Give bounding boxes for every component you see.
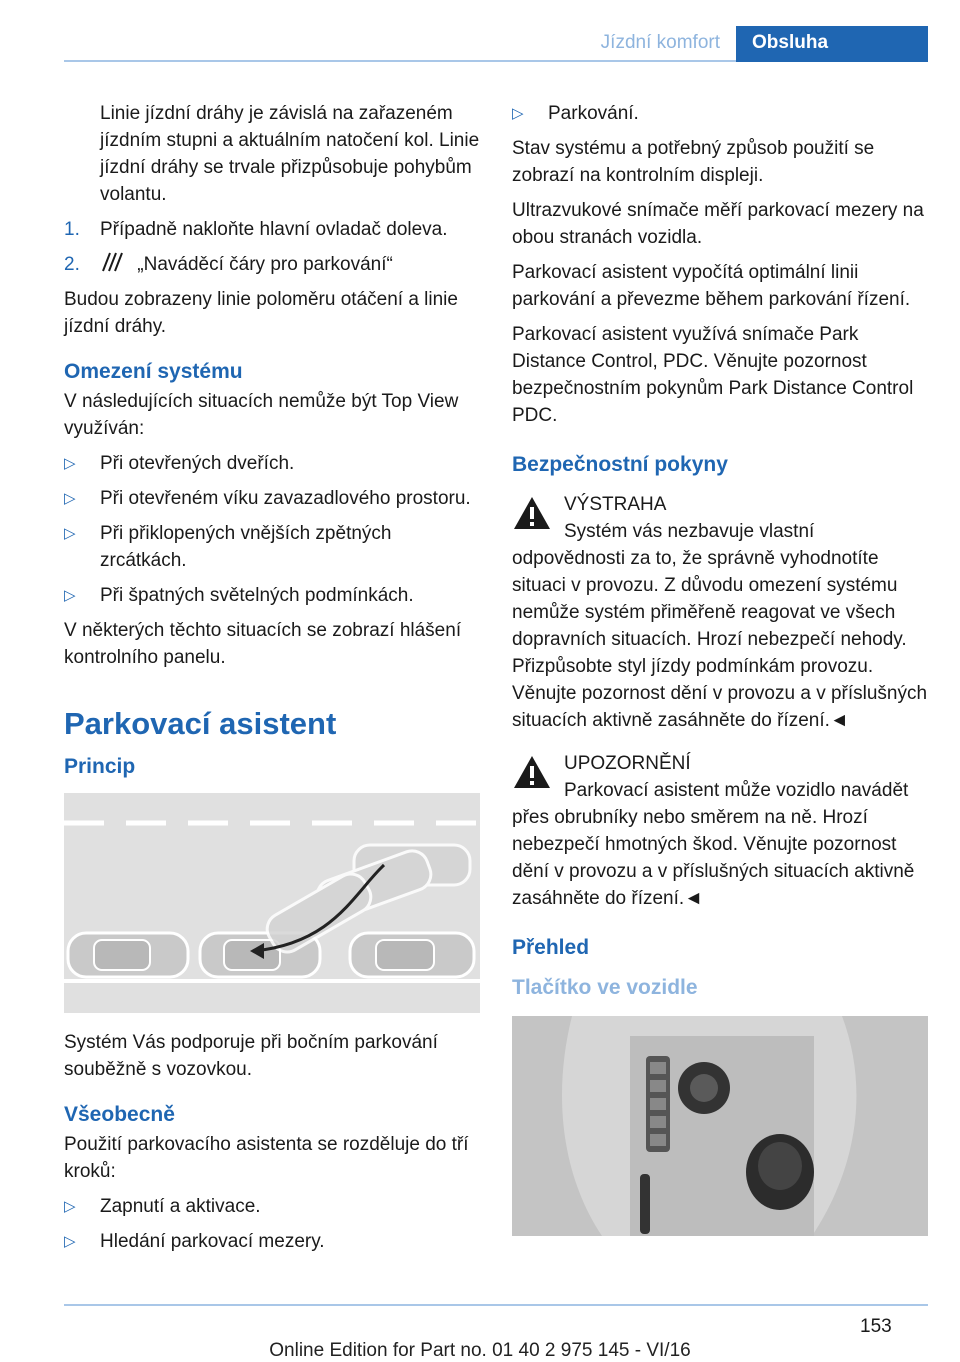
triangle-bullet-icon: ▷ bbox=[512, 105, 524, 122]
principle-heading: Princip bbox=[64, 755, 136, 778]
edition-note: Online Edition for Part no. 01 40 2 975 145 - VI/16 bbox=[269, 1340, 691, 1361]
caution-title: UPOZORNĚNÍ bbox=[564, 753, 691, 774]
step-number: 2. bbox=[64, 254, 80, 275]
section-title: Parkovací asistent bbox=[64, 706, 337, 741]
warning-triangle-icon bbox=[512, 754, 552, 790]
step-1 bbox=[64, 216, 480, 243]
triangle-bullet-icon: ▷ bbox=[64, 525, 76, 542]
limits-heading: Omezení systému bbox=[64, 360, 243, 383]
paragraph: Stav systému a potřebný způsob použití se zobrazí na kontrolním displeji. bbox=[512, 138, 875, 186]
list-item-text: Zapnutí a aktivace. bbox=[100, 1196, 261, 1217]
console-illustration bbox=[512, 1016, 928, 1236]
list-item-text: Parkování. bbox=[548, 103, 639, 124]
parked-car-right bbox=[350, 933, 474, 977]
warning-title: VÝSTRAHA bbox=[564, 494, 667, 515]
step-text: „Naváděcí čáry pro parkování“ bbox=[137, 254, 393, 275]
right-column bbox=[512, 100, 928, 1252]
paragraph: Parkovací asistent využívá snímače Park Distance Control, PDC. Věnujte pozornost bezpečnostním pokynům Park Distance Control PDC. bbox=[512, 324, 914, 426]
step-number: 1. bbox=[64, 219, 80, 240]
list-item-text: Hledání parkovací mezery. bbox=[100, 1231, 325, 1252]
triangle-bullet-icon: ▷ bbox=[64, 490, 76, 507]
list-item bbox=[64, 520, 480, 574]
list-item-text: Při otevřených dveřích. bbox=[100, 453, 295, 474]
tab-jizdni-komfort[interactable]: Jízdní komfort bbox=[600, 32, 720, 53]
caution-block bbox=[512, 750, 928, 912]
list-item bbox=[64, 1228, 480, 1255]
center-console-photo bbox=[512, 1016, 928, 1236]
parallel-parking-illustration bbox=[64, 793, 480, 1013]
warning-text: Systém vás nezbavuje vlastní odpovědnosti za to, že správně vyhodnotíte situaci v provozu. Z důvodu omezení systému nemůže systém přiměřeně reagovat ve všech dopravních situacích. Hrozí nebezpečí nehody. Přizpůsobte styl jízdy podmínkám provozu. Věnujte pozornost dění v provozu a v příslušných situacích aktivně zasáhněte do řízení.◄ bbox=[512, 521, 928, 731]
left-column bbox=[64, 100, 480, 1263]
list-item-text: Při špatných světelných podmínkách. bbox=[100, 585, 414, 606]
triangle-bullet-icon: ▷ bbox=[64, 1233, 76, 1250]
general-heading: Všeobecně bbox=[64, 1103, 175, 1126]
parked-car-left bbox=[68, 933, 188, 977]
list-item bbox=[64, 450, 480, 477]
paragraph: Ultrazvukové snímače měří parkovací mezery na obou stranách vozidla. bbox=[512, 200, 924, 248]
footer-rule bbox=[64, 1304, 928, 1306]
triangle-bullet-icon: ▷ bbox=[64, 455, 76, 472]
warning-triangle-icon bbox=[512, 495, 552, 531]
step-2 bbox=[64, 251, 480, 278]
figure-caption: Systém Vás podporuje při bočním parkování souběžně s vozovkou. bbox=[64, 1032, 438, 1080]
list-item bbox=[64, 582, 480, 609]
list-item bbox=[64, 485, 480, 512]
parking-diagram bbox=[64, 793, 480, 1013]
list-item-text: Při přiklopených vnějších zpětných zrcátkách. bbox=[100, 523, 392, 571]
list-item-text: Při otevřeném víku zavazadlového prostoru. bbox=[100, 488, 471, 509]
intro-paragraph: Linie jízdní dráhy je závislá na zařazeném jízdním stupni a aktuálním natočení kol. Linie jízdní dráhy se trvale přizpůsobuje pohybům volantu. bbox=[100, 103, 480, 205]
tab-obsluha[interactable]: Obsluha bbox=[736, 26, 928, 62]
warning-block bbox=[512, 491, 928, 734]
after-steps-text: Budou zobrazeny linie poloměru otáčení a linie jízdní dráhy. bbox=[64, 289, 458, 337]
list-item bbox=[64, 1193, 480, 1220]
triangle-bullet-icon: ▷ bbox=[64, 587, 76, 604]
caution-text: Parkovací asistent může vozidlo navádět přes obrubníky nebo směrem na ně. Hrozí nebezpečí hmotných škod. Věnujte pozornost dění v provozu a v příslušných situacích aktivně zasáhněte do řízení.◄ bbox=[512, 780, 915, 909]
general-intro: Použití parkovacího asistenta se rozděluje do tří kroků: bbox=[64, 1134, 469, 1182]
page-number: 153 bbox=[860, 1316, 892, 1337]
safety-heading: Bezpečnostní pokyny bbox=[512, 453, 728, 476]
limits-intro: V následujících situacích nemůže být Top View využíván: bbox=[64, 391, 459, 439]
overview-heading: Přehled bbox=[512, 936, 590, 959]
step-text: Případně nakloňte hlavní ovladač doleva. bbox=[100, 219, 448, 240]
paragraph: Parkovací asistent vypočítá optimální linii parkování a převezme během parkování řízení. bbox=[512, 262, 911, 310]
list-item bbox=[512, 100, 928, 127]
triangle-bullet-icon: ▷ bbox=[64, 1198, 76, 1215]
button-heading: Tlačítko ve vozidle bbox=[512, 976, 698, 999]
parking-lines-icon bbox=[100, 251, 124, 273]
limits-outro: V některých těchto situacích se zobrazí hlášení kontrolního panelu. bbox=[64, 620, 462, 668]
